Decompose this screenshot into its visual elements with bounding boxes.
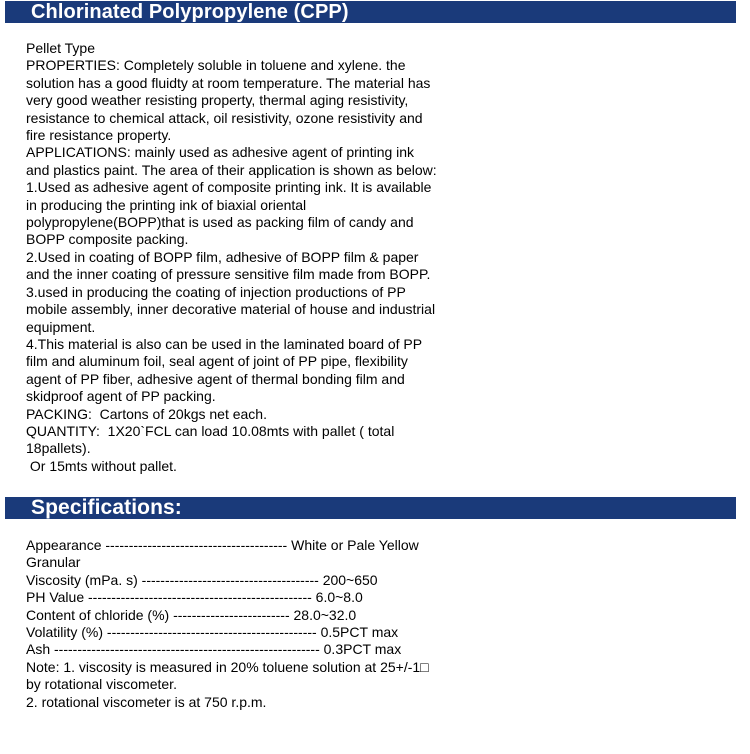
- description-line: mobile assembly, inner decorative material of house and industrial: [26, 301, 436, 318]
- product-description: [26, 40, 466, 475]
- spec-viscosity: Viscosity (mPa. s) -------------------------------------- 200~650: [26, 571, 378, 588]
- description-line: solution has a good fluidty at room temperature. The material has: [26, 74, 431, 91]
- description-line: 1.Used as adhesive agent of composite printing ink. It is available: [26, 179, 432, 196]
- description-line: Or 15mts without pallet.: [26, 457, 177, 474]
- description-line: QUANTITY: 1X20`FCL can load 10.08mts with pallet ( total: [26, 422, 395, 439]
- specifications-banner: [5, 497, 736, 519]
- spec-chloride-content: Content of chloride (%) ------------------------- 28.0~32.0: [26, 606, 357, 623]
- description-line: 3.used in producing the coating of injection productions of PP: [26, 283, 406, 300]
- description-line: PROPERTIES: Completely soluble in toluene and xylene. the: [26, 57, 406, 74]
- description-line: very good weather resisting property, thermal aging resistivity,: [26, 92, 409, 109]
- spec-note-1: Note: 1. viscosity is measured in 20% toluene solution at 25+/-1□: [26, 658, 429, 675]
- description-line: skidproof agent of PP packing.: [26, 388, 216, 405]
- description-line: film and aluminum foil, seal agent of joint of PP pipe, flexibility: [26, 353, 408, 370]
- description-line: 2.Used in coating of BOPP film, adhesive of BOPP film & paper: [26, 248, 419, 265]
- description-line: and the inner coating of pressure sensitive film made from BOPP.: [26, 266, 431, 283]
- spec-ash: Ash --------------------------------------------------------- 0.3PCT max: [26, 641, 402, 658]
- title-banner: [5, 1, 736, 23]
- description-line: agent of PP fiber, adhesive agent of thermal bonding film and: [26, 370, 405, 387]
- spec-appearance-continued: Granular: [26, 554, 81, 571]
- banner-edge: [736, 497, 750, 519]
- description-line: BOPP composite packing.: [26, 231, 189, 248]
- description-line: and plastics paint. The area of their application is shown as below:: [26, 161, 437, 178]
- specifications-title: Specifications:: [31, 496, 182, 519]
- description-line: Pellet Type: [26, 40, 96, 56]
- spec-appearance: Appearance --------------------------------------- White or Pale Yellow: [26, 537, 419, 553]
- description-line: polypropylene(BOPP)that is used as packing film of candy and: [26, 214, 414, 231]
- description-line: APPLICATIONS: mainly used as adhesive agent of printing ink: [26, 144, 415, 161]
- description-line: in producing the printing ink of biaxial oriental: [26, 196, 307, 213]
- page-title: Chlorinated Polypropylene (CPP): [31, 1, 349, 23]
- spec-note-2: 2. rotational viscometer is at 750 r.p.m.: [26, 693, 267, 710]
- description-line: PACKING: Cartons of 20kgs net each.: [26, 405, 267, 422]
- specifications-list: [26, 537, 486, 711]
- description-line: equipment.: [26, 318, 96, 335]
- spec-note-1-continued: by rotational viscometer.: [26, 676, 177, 693]
- description-line: fire resistance property.: [26, 127, 172, 144]
- description-line: 4.This material is also can be used in the laminated board of PP: [26, 335, 423, 352]
- spec-ph-value: PH Value ------------------------------------------------ 6.0~8.0: [26, 589, 363, 606]
- description-line: resistance to chemical attack, oil resistivity, ozone resistivity and: [26, 109, 423, 126]
- spec-volatility: Volatility (%) --------------------------------------------- 0.5PCT max: [26, 624, 399, 641]
- banner-edge: [736, 1, 750, 23]
- description-line: 18pallets).: [26, 440, 91, 457]
